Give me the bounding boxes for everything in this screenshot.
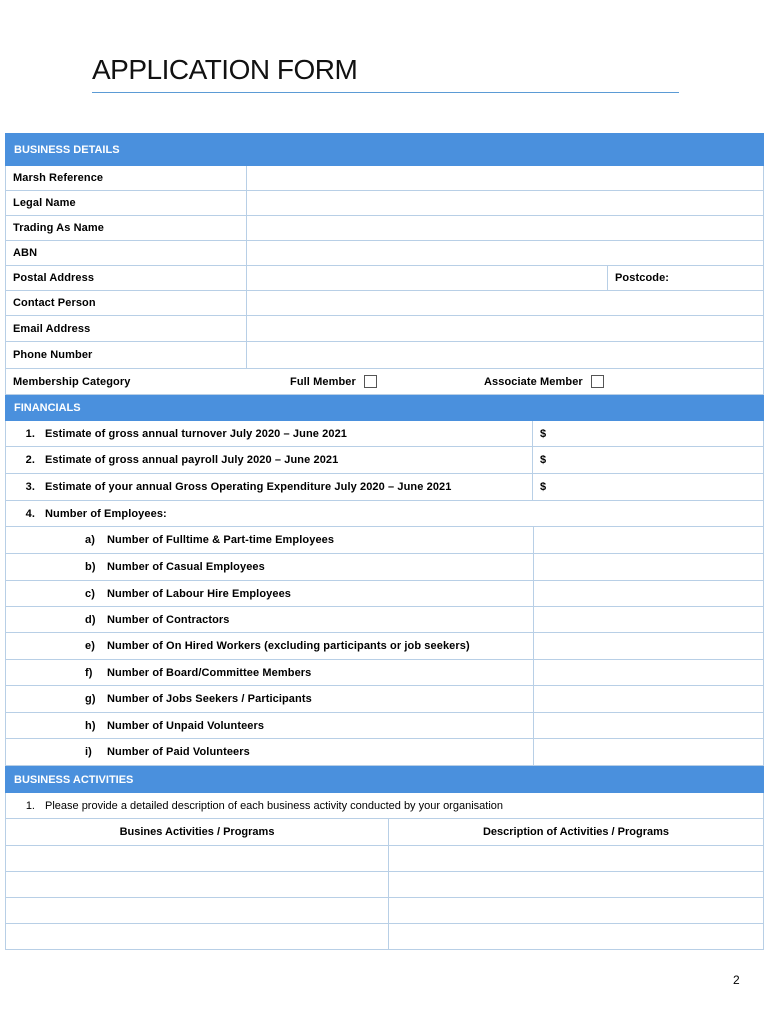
employee-question [6, 713, 533, 738]
employee-row [5, 581, 764, 607]
employee-row [5, 739, 764, 766]
payroll-input[interactable] [532, 447, 763, 473]
employee-row [5, 554, 764, 581]
item-text: Number of Jobs Seekers / Participants [107, 693, 312, 705]
section-header-business-activities [5, 766, 764, 793]
marsh-reference-input[interactable] [246, 166, 763, 190]
turnover-input[interactable] [532, 421, 763, 446]
field-row-email-address [5, 316, 764, 342]
financial-question [6, 421, 532, 446]
employee-question [6, 581, 533, 606]
item-number: 1. [25, 799, 35, 812]
currency-symbol: $ [540, 454, 547, 466]
item-key: d) [85, 613, 96, 626]
employee-count-input[interactable] [533, 607, 763, 632]
section-title: BUSINESS ACTIVITIES [14, 773, 134, 786]
item-key: i) [85, 746, 92, 758]
field-label: Postal Address [13, 272, 95, 284]
item-key: b) [85, 561, 96, 573]
item-key: c) [85, 587, 95, 600]
postcode-field[interactable] [607, 266, 763, 290]
financial-question [6, 474, 532, 500]
activity-input[interactable] [6, 872, 388, 897]
employee-rows [5, 527, 764, 766]
instruction-text: Please provide a detailed description of each business activity conducted by your organisation [45, 799, 503, 812]
item-text: Estimate of your annual Gross Operating Expenditure July 2020 – June 2021 [45, 481, 452, 493]
item-text: Number of Unpaid Volunteers [107, 719, 265, 732]
item-text: Number of Fulltime & Part-time Employees [107, 534, 335, 546]
employee-row [5, 527, 764, 554]
employee-row [5, 660, 764, 686]
field-label: Legal Name [13, 197, 76, 209]
item-key: g) [85, 693, 96, 705]
employee-question [6, 554, 533, 580]
financial-row-employees [5, 501, 764, 527]
activity-rows [5, 846, 764, 950]
section-title: BUSINESS DETAILS [14, 143, 120, 156]
item-number: 3. [25, 481, 35, 493]
field-label: Membership Category [13, 375, 131, 388]
activity-input[interactable] [6, 898, 388, 923]
employee-question [6, 686, 533, 712]
contact-person-input[interactable] [246, 291, 763, 315]
employee-question [6, 607, 533, 632]
activity-row [5, 898, 764, 924]
activity-description-input[interactable] [388, 872, 763, 897]
associate-member-checkbox[interactable] [591, 375, 604, 388]
item-key: f) [85, 666, 93, 679]
activities-instruction-row [5, 793, 764, 819]
phone-number-input[interactable] [246, 342, 763, 368]
item-key: h) [85, 719, 96, 732]
full-member-option[interactable] [283, 369, 477, 394]
item-text: Number of Employees: [45, 507, 167, 520]
currency-symbol: $ [540, 481, 547, 493]
employee-count-input[interactable] [533, 581, 763, 606]
financial-row-expenditure [5, 474, 764, 501]
financial-row-turnover [5, 421, 764, 447]
section-title: FINANCIALS [14, 402, 81, 414]
employee-question [6, 633, 533, 659]
title-underline [92, 92, 679, 93]
employee-question [6, 660, 533, 685]
employee-count-input[interactable] [533, 554, 763, 580]
associate-member-label: Associate Member [484, 375, 583, 388]
full-member-checkbox[interactable] [364, 375, 377, 388]
page-number: 2 [733, 973, 740, 987]
postcode-label: Postcode: [615, 272, 670, 284]
field-row-phone-number [5, 342, 764, 369]
activities-instruction [6, 793, 763, 818]
activity-description-input[interactable] [388, 898, 763, 923]
financial-row-payroll [5, 447, 764, 474]
item-text: Number of Casual Employees [107, 561, 265, 573]
item-text: Estimate of gross annual turnover July 2020 – June 2021 [45, 427, 348, 440]
employee-count-input[interactable] [533, 660, 763, 685]
section-header-business-details [5, 133, 764, 166]
item-number: 1. [25, 427, 35, 440]
activity-description-input[interactable] [388, 846, 763, 871]
column-header-activities: Busines Activities / Programs [119, 826, 275, 838]
legal-name-input[interactable] [246, 191, 763, 215]
postal-address-input[interactable] [246, 266, 607, 290]
employee-count-input[interactable] [533, 527, 763, 553]
employee-count-input[interactable] [533, 686, 763, 712]
associate-member-option[interactable] [477, 369, 763, 394]
employee-question [6, 527, 533, 553]
expenditure-input[interactable] [532, 474, 763, 500]
activities-header-row [5, 819, 764, 846]
email-address-input[interactable] [246, 316, 763, 341]
full-member-label: Full Member [290, 375, 356, 388]
item-key: e) [85, 640, 95, 652]
activity-row [5, 924, 764, 950]
activity-description-input[interactable] [388, 924, 763, 949]
employee-row [5, 607, 764, 633]
field-row-contact-person [5, 291, 764, 316]
item-text: Number of Paid Volunteers [107, 746, 250, 758]
field-row-marsh-reference [5, 166, 764, 191]
item-text: Estimate of gross annual payroll July 2020 – June 2021 [45, 454, 339, 466]
activity-row [5, 846, 764, 872]
item-number: 4. [25, 507, 35, 520]
employee-question [6, 739, 533, 765]
item-text: Number of Board/Committee Members [107, 666, 312, 679]
column-header-description: Description of Activities / Programs [388, 819, 763, 845]
activity-input[interactable] [6, 846, 388, 871]
employee-row [5, 633, 764, 660]
field-label: Phone Number [13, 349, 93, 361]
employee-count-input[interactable] [533, 713, 763, 738]
field-row-abn [5, 241, 764, 266]
abn-input[interactable] [246, 241, 763, 265]
field-label: Trading As Name [13, 222, 104, 234]
field-row-membership-category [5, 369, 764, 395]
field-row-trading-as-name [5, 216, 764, 241]
item-key: a) [85, 534, 95, 546]
employee-row [5, 713, 764, 739]
currency-symbol: $ [540, 427, 547, 440]
field-row-postal-address [5, 266, 764, 291]
employee-row [5, 686, 764, 713]
field-label: Contact Person [13, 297, 96, 309]
item-text: Number of Labour Hire Employees [107, 587, 292, 600]
page-title: APPLICATION FORM [92, 54, 358, 85]
field-label: Email Address [13, 322, 91, 335]
employee-count-input[interactable] [533, 739, 763, 765]
section-header-financials [5, 395, 764, 421]
item-text: Number of Contractors [107, 613, 230, 626]
trading-as-name-input[interactable] [246, 216, 763, 240]
field-label: ABN [13, 247, 38, 259]
item-text: Number of On Hired Workers (excluding participants or job seekers) [107, 640, 470, 652]
application-form [5, 133, 764, 950]
activity-input[interactable] [6, 924, 388, 949]
field-row-legal-name [5, 191, 764, 216]
employee-count-input[interactable] [533, 633, 763, 659]
field-label: Marsh Reference [13, 172, 104, 184]
financial-question [6, 447, 532, 473]
activity-row [5, 872, 764, 898]
item-number: 2. [25, 454, 35, 466]
financial-question [6, 501, 763, 526]
